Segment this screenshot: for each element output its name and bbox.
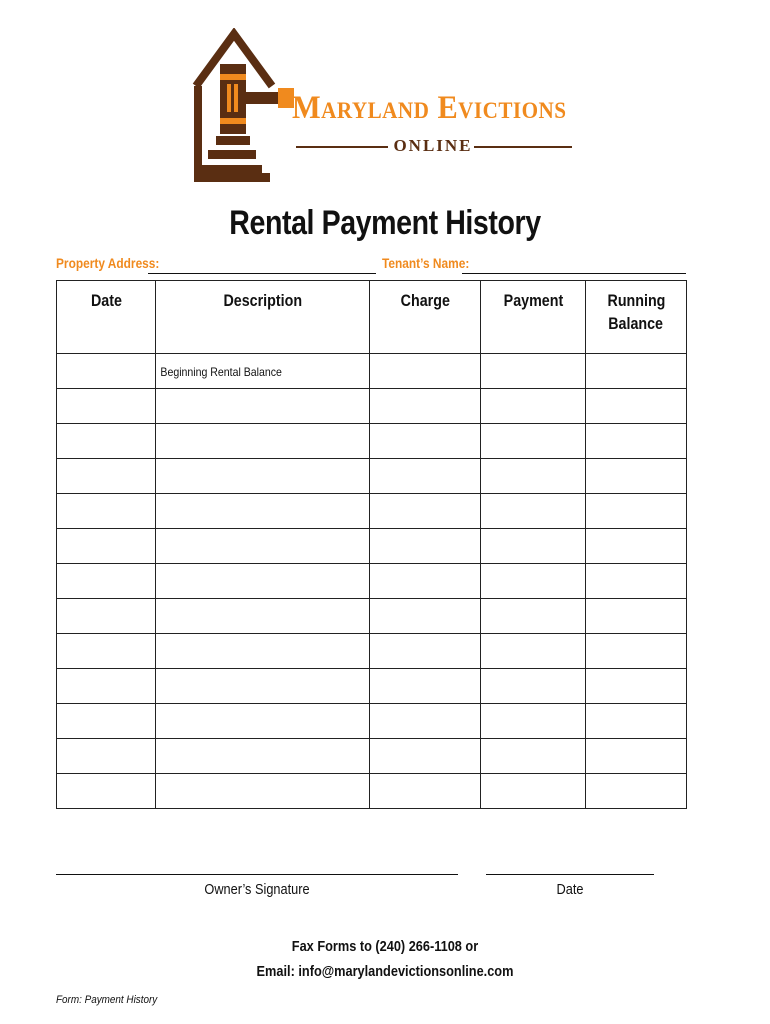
cell-date[interactable] [57,389,156,424]
payment-ledger-table [56,280,687,809]
cell-charge[interactable] [370,704,481,739]
cell-description[interactable] [156,459,370,494]
cell-date[interactable] [57,529,156,564]
cell-payment[interactable] [481,424,586,459]
cell-date[interactable] [57,774,156,809]
cell-description[interactable] [156,599,370,634]
cell-charge[interactable] [370,389,481,424]
table-row [57,669,687,704]
cell-date[interactable] [57,739,156,774]
brand-divider-right [474,146,572,148]
cell-description[interactable] [156,389,370,424]
header-fields [56,255,686,277]
cell-date[interactable] [57,704,156,739]
property-address-label: Property Address: [56,255,160,271]
cell-description[interactable] [156,529,370,564]
cell-description[interactable] [156,704,370,739]
table-row [57,494,687,529]
cell-payment[interactable] [481,354,586,389]
table-row [57,564,687,599]
cell-balance[interactable] [586,774,687,809]
cell-description[interactable] [156,564,370,599]
cell-charge[interactable] [370,634,481,669]
table-row [57,424,687,459]
cell-balance[interactable] [586,529,687,564]
tenant-name-field[interactable] [462,273,686,274]
cell-charge[interactable] [370,774,481,809]
brand-subtitle-row [296,136,572,158]
beginning-balance-label: Beginning Rental Balance [160,365,282,379]
cell-balance[interactable] [586,354,687,389]
cell-payment[interactable] [481,774,586,809]
table-row [57,599,687,634]
brand-subtitle: ONLINE [393,136,473,155]
house-gavel-icon [190,28,300,188]
cell-payment[interactable] [481,389,586,424]
cell-date[interactable] [57,599,156,634]
cell-charge[interactable] [370,459,481,494]
table-row [57,354,687,389]
cell-balance[interactable] [586,389,687,424]
cell-balance[interactable] [586,634,687,669]
cell-balance[interactable] [586,459,687,494]
cell-balance[interactable] [586,494,687,529]
table-row [57,739,687,774]
cell-charge[interactable] [370,424,481,459]
cell-payment[interactable] [481,669,586,704]
cell-charge[interactable] [370,599,481,634]
cell-date[interactable] [57,564,156,599]
cell-description[interactable] [156,634,370,669]
cell-date[interactable] [57,634,156,669]
cell-date[interactable] [57,494,156,529]
table-row [57,459,687,494]
cell-payment[interactable] [481,704,586,739]
cell-charge[interactable] [370,529,481,564]
cell-balance[interactable] [586,739,687,774]
cell-description[interactable] [156,739,370,774]
tenant-name-label: Tenant’s Name: [382,255,470,271]
table-row [57,704,687,739]
cell-description[interactable] [156,774,370,809]
cell-charge[interactable] [370,564,481,599]
signature-date-line[interactable] [486,874,654,875]
cell-date[interactable] [57,669,156,704]
table-header-row [57,281,687,354]
header-running-balance: Running Balance [586,281,687,354]
fax-instructions: Fax Forms to (240) 266-1108 or [291,938,479,955]
cell-description[interactable] [156,424,370,459]
cell-payment[interactable] [481,564,586,599]
cell-date[interactable] [57,354,156,389]
table-row [57,634,687,669]
cell-payment[interactable] [481,599,586,634]
page-title: Rental Payment History [229,204,541,242]
cell-balance[interactable] [586,704,687,739]
cell-balance[interactable] [586,424,687,459]
cell-balance[interactable] [586,564,687,599]
header-charge: Charge [370,281,481,354]
cell-date[interactable] [57,424,156,459]
cell-description[interactable] [156,494,370,529]
cell-payment[interactable] [481,739,586,774]
cell-charge[interactable] [370,354,481,389]
owner-signature-line[interactable] [56,874,458,875]
cell-balance[interactable] [586,669,687,704]
header-description: Description [156,281,370,354]
form-identifier: Form: Payment History [56,994,158,1006]
cell-description[interactable] [156,669,370,704]
cell-charge[interactable] [370,494,481,529]
cell-payment[interactable] [481,529,586,564]
cell-date[interactable] [57,459,156,494]
table-row [57,389,687,424]
email-instructions: Email: info@marylandevictionsonline.com [256,963,514,980]
cell-payment[interactable] [481,634,586,669]
cell-payment[interactable] [481,494,586,529]
property-address-field[interactable] [148,273,376,274]
table-row [57,774,687,809]
cell-charge[interactable] [370,669,481,704]
brand-divider-left [296,146,388,148]
cell-balance[interactable] [586,599,687,634]
header-date: Date [57,281,156,354]
owner-signature-label: Owner’s Signature [204,881,310,898]
cell-charge[interactable] [370,739,481,774]
cell-description[interactable] [156,354,370,389]
table-row [57,529,687,564]
signature-date-label: Date [556,881,584,898]
header-payment: Payment [481,281,586,354]
brand-name: Maryland Evictions [292,90,567,126]
cell-payment[interactable] [481,459,586,494]
